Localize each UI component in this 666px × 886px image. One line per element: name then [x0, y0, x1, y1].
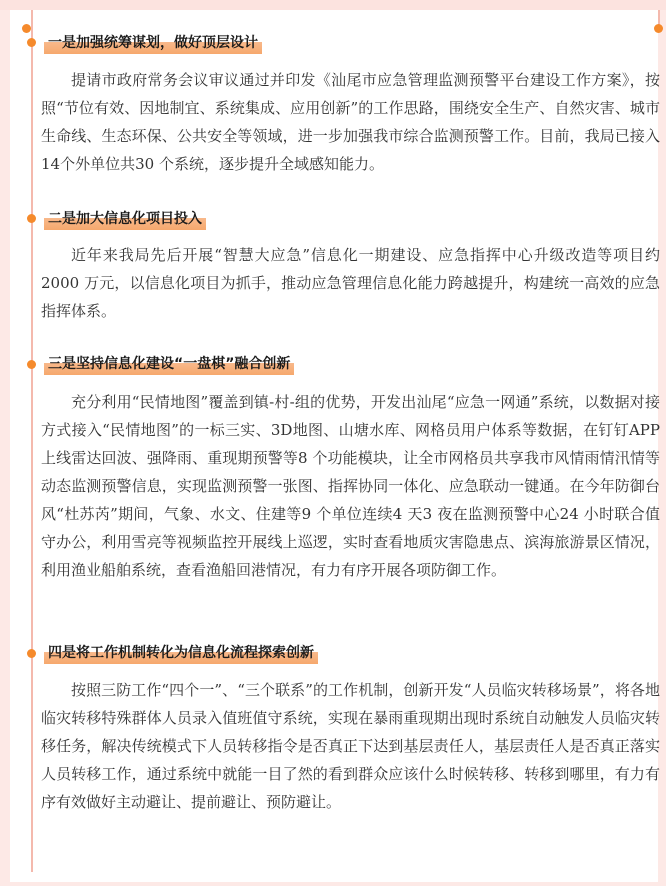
timeline-dot-icon [654, 24, 663, 33]
section-3-body: 充分利用“民情地图”覆盖到镇-村-组的优势，开发出汕尾“应急一网通”系统，以数据对接方式接入“民情地图”的一标三实、3D地图、山塘水库、网格员用户体系等数据，在钉钉APP 上线雷达回波、强降雨、重现期预警等8 个功能模块，让全市网格员共享我市风情雨情汛情等动态监测预警信息，实现监测预警一张图、指挥协同一体化、应急联动一键通。在今年防御台风“杜苏芮”期间，气象、水文、住建等9 个单位连续4 天3 夜在监测预警中心24 小时联合值守办公，利用雪亮等视频监控开展线上巡逻，实时查看地质灾害隐患点、滨海旅游景区情况，利用渔业船舶系统，查看渔船回港情况，有力有序开展各项防御工作。 [41, 393, 660, 579]
top-band [0, 0, 666, 10]
section-4-heading: 四是将工作机制转化为信息化流程探索创新 [44, 642, 318, 664]
timeline-dot-icon [22, 24, 31, 33]
section-2-dot-icon [27, 214, 36, 223]
section-2-heading: 二是加大信息化项目投入 [44, 208, 206, 230]
section-3-heading: 三是坚持信息化建设“一盘棋”融合创新 [44, 353, 294, 375]
article-card [10, 10, 658, 882]
section-1-body: 提请市政府常务会议审议通过并印发《汕尾市应急管理监测预警平台建设工作方案》，按照“节位有效、因地制宜、系统集成、应用创新”的工作思路，围绕安全生产、自然灾害、城市生命线、生态环保、公共安全等领域，进一步加强我市综合监测预警工作。目前，我局已接入14个外单位共30 个系统，逐步提升全域感知能力。 [41, 71, 660, 173]
section-2-body: 近年来我局先后开展“智慧大应急”信息化一期建设、应急指挥中心升级改造等项目约2000 万元，以信息化项目为抓手，推动应急管理信息化能力跨越提升，构建统一高效的应急指挥体系。 [41, 246, 660, 320]
section-1-heading: 一是加强统筹谋划，做好顶层设计 [44, 32, 262, 54]
section-4-dot-icon [27, 649, 36, 658]
timeline-line [31, 10, 33, 872]
section-1-dot-icon [27, 38, 36, 47]
section-4-body: 按照三防工作“四个一”、“三个联系”的工作机制，创新开发“人员临灾转移场景”，将各地临灾转移特殊群体人员录入值班值守系统，实现在暴雨重现期出现时系统自动触发人员临灾转移任务，解决传统模式下人员转移指令是否真正下达到基层责任人，基层责任人是否真正落实人员转移工作，通过系统中就能一目了然的看到群众应该什么时候转移、转移到哪里，有力有序有效做好主动避让、提前避让、预防避让。 [41, 681, 660, 811]
section-3-dot-icon [27, 360, 36, 369]
